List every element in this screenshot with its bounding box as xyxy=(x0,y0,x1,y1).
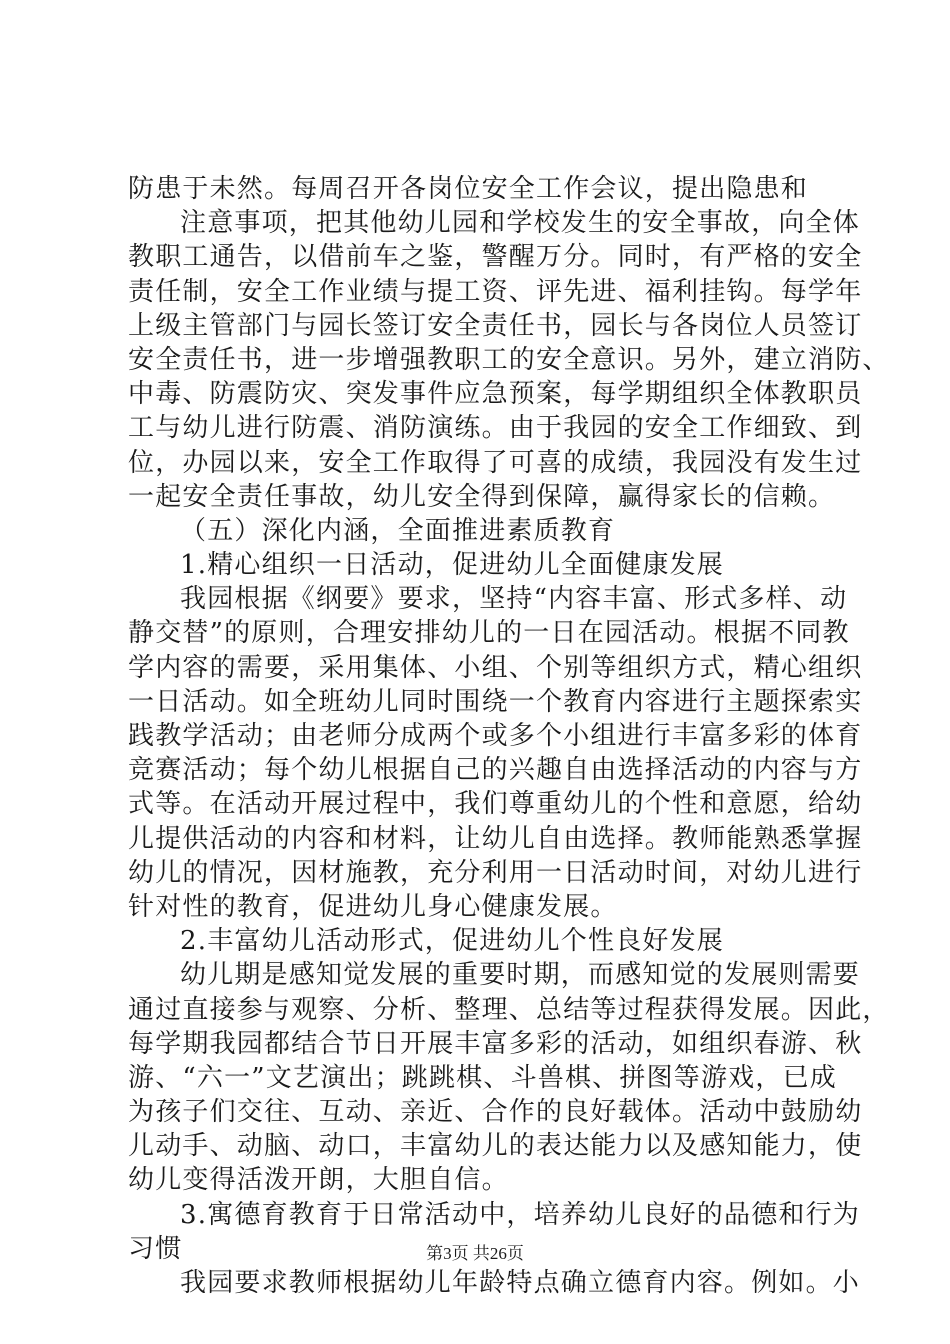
text-line: 游、“六一”文艺演出；跳跳棋、斗兽棋、拼图等游戏，已成 xyxy=(128,1062,837,1093)
text-line: 安全责任书，进一步增强教职工的安全意识。另外，建立消防、 xyxy=(128,344,890,375)
text-line: 幼儿期是感知觉发展的重要时期，而感知觉的发展则需要 xyxy=(180,960,861,991)
text-line: 幼儿的情况，因材施教，充分利用一日活动时间，对幼儿进行 xyxy=(128,857,863,888)
text-line: 我园根据《纲要》要求，坚持“内容丰富、形式多样、动 xyxy=(180,584,848,615)
subsection-heading: 3.寓德育教育于日常活动中，培养幼儿良好的品德和行为 xyxy=(180,1199,861,1230)
subsection-heading: 2.丰富幼儿活动形式，促进幼儿个性良好发展 xyxy=(180,926,725,957)
text-line: 通过直接参与观察、分析、整理、总结等过程获得发展。因此， xyxy=(128,994,890,1025)
text-line: 防患于未然。每周召开各岗位安全工作会议，提出隐患和 xyxy=(128,174,809,204)
text-line: 针对性的教育，促进幼儿身心健康发展。 xyxy=(128,891,618,922)
text-line: 习惯 xyxy=(128,1233,183,1264)
page-number-footer: 第3页 共26页 xyxy=(426,1244,524,1263)
text-line: 上级主管部门与园长签订安全责任书，园长与各岗位人员签订 xyxy=(128,310,863,341)
text-line: 竞赛活动；每个幼儿根据自己的兴趣自由选择活动的内容与方 xyxy=(128,755,863,786)
text-line: 位，办园以来，安全工作取得了可喜的成绩，我园没有发生过 xyxy=(128,447,863,478)
text-line: 儿动手、动脑、动口，丰富幼儿的表达能力以及感知能力，使 xyxy=(128,1131,863,1162)
text-line: 一起安全责任事故，幼儿安全得到保障，赢得家长的信赖。 xyxy=(128,481,836,512)
text-line: 教职工通告，以借前车之鉴，警醒万分。同时，有严格的安全 xyxy=(128,242,863,273)
text-line: 式等。在活动开展过程中，我们尊重幼儿的个性和意愿，给幼 xyxy=(128,789,863,820)
text-line: 中毒、防震防灾、突发事件应急预案，每学期组织全体教职员 xyxy=(128,379,863,410)
text-line: 每学期我园都结合节日开展丰富多彩的活动，如组织春游、秋 xyxy=(128,1028,863,1059)
text-line: 幼儿变得活泼开朗，大胆自信。 xyxy=(128,1165,509,1196)
text-line: 践教学活动；由老师分成两个或多个小组进行丰富多彩的体育 xyxy=(128,721,863,751)
text-line: 为孩子们交往、互动、亲近、合作的良好载体。活动中鼓励幼 xyxy=(128,1097,863,1128)
text-line: 一日活动。如全班幼儿同时围绕一个教育内容进行主题探索实 xyxy=(128,686,863,717)
section-heading: （五）深化内涵，全面推进素质教育 xyxy=(180,515,616,546)
subsection-heading: 1.精心组织一日活动，促进幼儿全面健康发展 xyxy=(180,550,725,581)
text-line: 静交替”的原则，合理安排幼儿的一日在园活动。根据不同教 xyxy=(128,618,850,649)
text-line: 注意事项，把其他幼儿园和学校发生的安全事故，向全体 xyxy=(180,208,861,239)
text-line: 儿提供活动的内容和材料，让幼儿自由选择。教师能熟悉掌握 xyxy=(128,823,863,854)
body-text xyxy=(128,172,890,1300)
text-line: 责任制，安全工作业绩与提工资、评先进、福利挂钩。每学年 xyxy=(128,276,863,307)
text-line: 我园要求教师根据幼儿年龄特点确立德育内容。例如。小 xyxy=(180,1268,861,1298)
text-line: 工与幼儿进行防震、消防演练。由于我园的安全工作细致、到 xyxy=(128,413,863,444)
text-line: 学内容的需要，采用集体、小组、个别等组织方式，精心组织 xyxy=(128,652,863,683)
